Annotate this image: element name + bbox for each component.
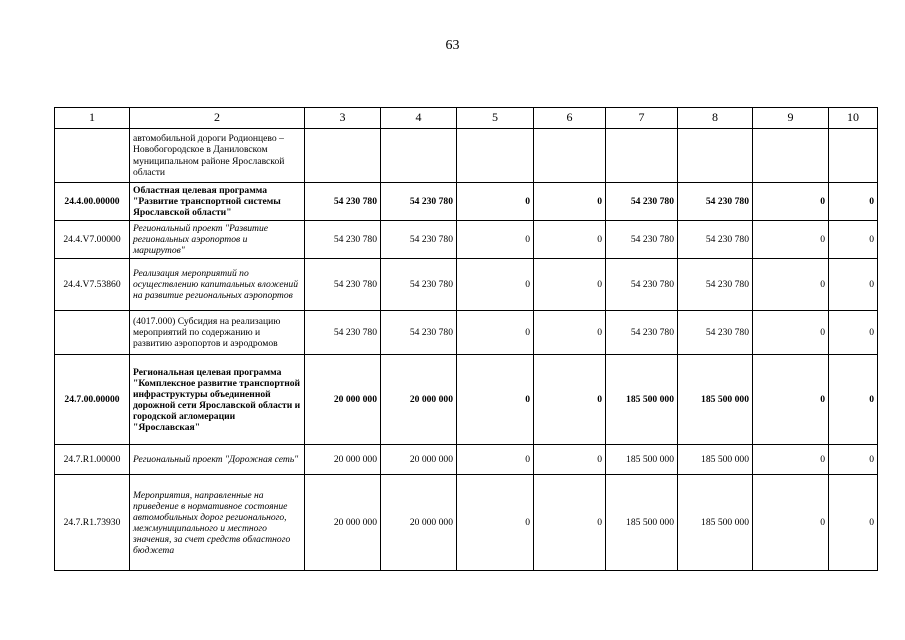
row-description: автомобильной дороги Родионцево – Новобогородское в Даниловском муниципальном районе Ярославской области: [130, 129, 305, 183]
row-value-col9: [753, 129, 829, 183]
row-value-col7: 185 500 000: [606, 445, 678, 475]
row-value-col3: 54 230 780: [305, 221, 381, 259]
table-body: [55, 129, 878, 571]
row-value-col4: 54 230 780: [381, 183, 457, 221]
row-value-col9: 0: [753, 311, 829, 355]
row-description: (4017.000) Субсидия на реализацию мероприятий по содержанию и развитию аэропортов и аэродромов: [130, 311, 305, 355]
row-value-col5: 0: [457, 311, 534, 355]
row-code: [55, 311, 130, 355]
row-value-col6: [534, 129, 606, 183]
row-description: Реализация мероприятий по осуществлению капитальных вложений на развитие региональных аэропортов: [130, 259, 305, 311]
row-value-col8: 54 230 780: [678, 259, 753, 311]
row-value-col7: 54 230 780: [606, 183, 678, 221]
column-header: 3: [305, 108, 381, 129]
row-value-col4: 20 000 000: [381, 475, 457, 571]
row-value-col5: [457, 129, 534, 183]
row-value-col6: 0: [534, 355, 606, 445]
row-value-col10: 0: [829, 183, 878, 221]
row-value-col3: 20 000 000: [305, 475, 381, 571]
row-value-col8: 185 500 000: [678, 475, 753, 571]
column-header: 8: [678, 108, 753, 129]
row-value-col4: 54 230 780: [381, 221, 457, 259]
column-header: 7: [606, 108, 678, 129]
row-value-col9: 0: [753, 445, 829, 475]
row-value-col5: 0: [457, 221, 534, 259]
table-row: [55, 129, 878, 183]
row-value-col10: 0: [829, 259, 878, 311]
row-description: Областная целевая программа "Развитие транспортной системы Ярославской области": [130, 183, 305, 221]
row-code: 24.7.R1.73930: [55, 475, 130, 571]
column-header: 5: [457, 108, 534, 129]
row-value-col4: 54 230 780: [381, 259, 457, 311]
row-value-col6: 0: [534, 221, 606, 259]
column-header: 2: [130, 108, 305, 129]
row-value-col9: 0: [753, 221, 829, 259]
row-value-col7: 54 230 780: [606, 259, 678, 311]
row-value-col4: 54 230 780: [381, 311, 457, 355]
row-value-col3: [305, 129, 381, 183]
row-code: 24.4.V7.00000: [55, 221, 130, 259]
row-code: 24.4.00.00000: [55, 183, 130, 221]
row-value-col6: 0: [534, 475, 606, 571]
row-value-col9: 0: [753, 183, 829, 221]
row-code: 24.7.R1.00000: [55, 445, 130, 475]
row-value-col4: 20 000 000: [381, 355, 457, 445]
row-value-col8: 54 230 780: [678, 221, 753, 259]
row-code: [55, 129, 130, 183]
row-value-col6: 0: [534, 311, 606, 355]
row-value-col5: 0: [457, 259, 534, 311]
table-row: [55, 311, 878, 355]
row-value-col5: 0: [457, 475, 534, 571]
row-value-col7: 54 230 780: [606, 221, 678, 259]
row-value-col7: [606, 129, 678, 183]
row-value-col7: 54 230 780: [606, 311, 678, 355]
row-value-col6: 0: [534, 445, 606, 475]
row-value-col5: 0: [457, 183, 534, 221]
table-row: [55, 355, 878, 445]
row-value-col8: 185 500 000: [678, 355, 753, 445]
row-value-col7: 185 500 000: [606, 355, 678, 445]
row-value-col10: 0: [829, 311, 878, 355]
row-value-col3: 54 230 780: [305, 311, 381, 355]
row-value-col4: [381, 129, 457, 183]
header-row: [55, 108, 878, 129]
table-row: [55, 221, 878, 259]
row-value-col8: 54 230 780: [678, 183, 753, 221]
row-value-col6: 0: [534, 259, 606, 311]
table-row: [55, 445, 878, 475]
column-header: 9: [753, 108, 829, 129]
row-description: Региональный проект "Дорожная сеть": [130, 445, 305, 475]
row-value-col8: 54 230 780: [678, 311, 753, 355]
row-value-col3: 54 230 780: [305, 259, 381, 311]
row-description: Региональная целевая программа "Комплексное развитие транспортной инфраструктуры объединенной дорожной сети Ярославской области и городской агломерации "Ярославская": [130, 355, 305, 445]
column-header: 4: [381, 108, 457, 129]
table-row: [55, 183, 878, 221]
row-value-col8: [678, 129, 753, 183]
table-row: [55, 475, 878, 571]
row-description: Региональный проект "Развитие региональных аэропортов и маршрутов": [130, 221, 305, 259]
table-row: [55, 259, 878, 311]
page-number: 63: [445, 38, 460, 53]
row-value-col10: 0: [829, 355, 878, 445]
budget-table: [54, 107, 878, 571]
column-header: 10: [829, 108, 878, 129]
row-value-col10: 0: [829, 475, 878, 571]
row-code: 24.7.00.00000: [55, 355, 130, 445]
row-description: Мероприятия, направленные на приведение в нормативное состояние автомобильных дорог регионального, межмуниципального и местного значения, за счет средств областного бюджета: [130, 475, 305, 571]
row-code: 24.4.V7.53860: [55, 259, 130, 311]
row-value-col5: 0: [457, 445, 534, 475]
row-value-col5: 0: [457, 355, 534, 445]
row-value-col9: 0: [753, 355, 829, 445]
row-value-col3: 20 000 000: [305, 445, 381, 475]
row-value-col6: 0: [534, 183, 606, 221]
row-value-col9: 0: [753, 259, 829, 311]
column-header: 1: [55, 108, 130, 129]
row-value-col7: 185 500 000: [606, 475, 678, 571]
row-value-col8: 185 500 000: [678, 445, 753, 475]
row-value-col10: [829, 129, 878, 183]
column-header: 6: [534, 108, 606, 129]
row-value-col4: 20 000 000: [381, 445, 457, 475]
row-value-col10: 0: [829, 221, 878, 259]
row-value-col3: 54 230 780: [305, 183, 381, 221]
row-value-col3: 20 000 000: [305, 355, 381, 445]
row-value-col9: 0: [753, 475, 829, 571]
row-value-col10: 0: [829, 445, 878, 475]
